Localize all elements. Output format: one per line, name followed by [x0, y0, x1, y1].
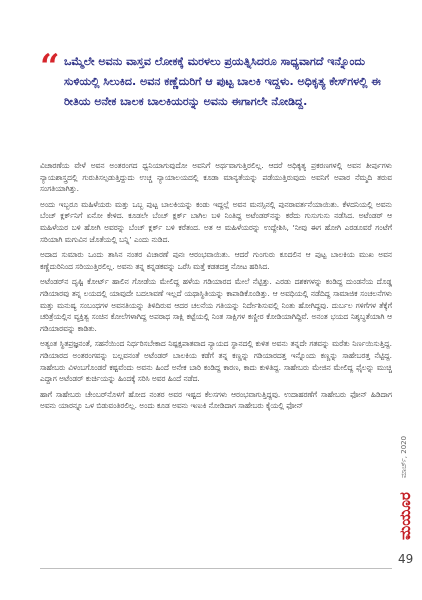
article-body [40, 160, 392, 416]
body-paragraph: ವಿಚಾರಣೆಯ ವೇಳೆ ಅವನ ಅಂತರಂಗದ ಧ್ವನಿಯಾಗುವುದೋ ಅವನಿಗೆ ಅರ್ಥವಾಗುತ್ತಿರಲಿಲ್ಲ. ಆದರೆ ಅಧಿಕೃತ್ಯ ಪ್ರಕರಣಗಳಲ್ಲಿ ಅವನ ತೀರ್ಪುಗಳು ನ್ಯಾಯಶಾಸ್ತ್ರದಲ್ಲಿ ಗುರುತಿಸಲ್ಪಡುತ್ತಿದ್ದುದು ಉಚ್ಚ ನ್ಯಾಯಾಲಯದಲ್ಲಿ ಕೂಡಾ ಮಾನ್ಯತೆಯನ್ನು ಪಡೆಯುತ್ತಿರುವುದು ಅವನಿಗೆ ಅಪಾರ ನೆಮ್ಮದಿ ತರುವ ಸಂಗತಿಯಾಗಿತ್ತು. [40, 161, 392, 194]
pull-quote-text: ಒಮ್ಮೆಲೇ ಅವನು ವಾಸ್ತವ ಲೋಕಕ್ಕೆ ಮರಳಲು ಪ್ರಯತ್ನಿಸಿದರೂ ಸಾಧ್ಯವಾಗದೆ ಇನ್ನೊಂದು ಸುಳಿಯಲ್ಲಿ ಸಿಲುಕಿದ. ಅವನ ಕಣ್ಣೆದುರಿಗೆ ಆ ಪುಟ್ಟ ಬಾಲಕಿ ಇದ್ದಳು. ಅಧಿಕೃತ್ಯ ಕೇಸ್‌ಗಳಲ್ಲಿ ಈ ರೀತಿಯ ಅನೇಕ ಬಾಲಕ ಬಾಲಕಿಯರನ್ನು ಅವನು ಈಗಾಗಲೇ ನೋಡಿದ್ದ. [64, 55, 381, 108]
body-paragraph: ಹಾಗೆ ಸಾಹೇಬರು ಚೇಂಬರ್‌ನೊಳಗೆ ಹೋದ ನಂತರ ಅವರ ಇಷ್ಟದ ಕೆಲಸಗಳು ಆರಂಭವಾಗುತ್ತಿದ್ದವು. ಉದಾಹರಣೆಗೆ ಸಾಹೇಬರು ಫೋನ್ ಹಿಡಿದಾಗ ಅವನು ಯಾರನ್ನೂ ಒಳ ಬಿಡುವಂತಿರಲಿಲ್ಲ. ಅಂದು ಕೂಡ ಅವನು ಇಣುಕಿ ನೋಡಿದಾಗ ಸಾಹೇಬರು ಕೈಯಲ್ಲಿ ಫೋನ್ [40, 389, 392, 411]
issue-date: ಮಾರ್ಚ್, 2020 [400, 435, 408, 478]
body-paragraph: ಅದಾದ ಸುಮಾರು ಒಂದು ತಾಸಿನ ನಂತರ ವಿಚಾರಣೆ ಪುನಃ ಆರಂಭವಾಯಿತು. ಆದರೆ ಗುಂಗುರು ಕೂದಲಿನ ಆ ಪುಟ್ಟ ಬಾಲಕಿಯ ಮುಖ ಅವನ ಕಣ್ಣೆದುರಿನಿಂದ ಸರಿಯುತ್ತಿರಲಿಲ್ಲ. ಅವನು ತನ್ನ ಕನ್ನಡಕವನ್ನು ಒರೆಸಿ ಮತ್ತೆ ಕಡತದತ್ತ ನೋಟ ಹರಿಸಿದ. [40, 250, 392, 271]
body-paragraph: ಅಟೆಂಡರ್‌ನ ದೃಷ್ಟಿ ಕೋರ್ಟ್ ಹಾಲಿನ ಗೋಡೆಯ ಮೇಲಿದ್ದ ಹಳೆಯ ಗಡಿಯಾರದ ಮೇಲೆ ನೆಟ್ಟಿತ್ತು. ಎರಡು ದಶಕಗಳನ್ನು ಕಂಡಿದ್ದ ದುಂಡನೆಯ ದೊಡ್ಡ ಗಡಿಯಾರವು ತನ್ನ ಲಯದಲ್ಲಿ ಯಾವುದೇ ಬದಲಾವಣೆ ಇಲ್ಲದೆ ಯಥಾಸ್ಥಿತಿಯನ್ನು ಕಾಪಾಡಿಕೊಂಡಿತ್ತು. ಆ ಅವಧಿಯಲ್ಲಿ ನಡೆದಿದ್ದ ಸಾಮಾಜಿಕ ಸಂಚಲನೆಗಳು ಮತ್ತು ಮನುಷ್ಯ ಸಂಬಂಧಗಳ ಅವನತಿಯನ್ನು ತಿಳಿದಿರುವ ಆದರ ಚಲನೆಯ ಗತಿಯನ್ನು ನಿರ್ದೇಶಿಸುವಲ್ಲಿ ನಿಂತು ಹೋಗಿದ್ದವು. ದುರ್ಬಲ ಗಳಿಗೆಗಳ ತೆಕ್ಕೆಗೆ ಚರಿತ್ರೆಯಲ್ಲಿನ ವ್ಯಕ್ತಿತ್ವ ಸಂಚಿನ ಕೋಲೆಗಳಾಗಿದ್ದ ಅಪರಾಧ ಸಾಕ್ಷಿ ಕಟ್ಟೆಯಲ್ಲಿ ನಿಂತ ಸಾಕ್ಷಿಗಳ ಕಣ್ಣೀರ ಕೋಡಿಯಾಗಿದ್ದಿವೆ. ಅನಂತ ಭಯದ ನಿಶ್ಶಬ್ಧತೆಯಾಗಿ ಆ ಗಡಿಯಾರವನ್ನು ಕಾಡಿತು. [40, 277, 392, 333]
page-number: 49 [398, 552, 414, 566]
quote-mark-icon: “ [40, 47, 60, 87]
body-paragraph: ಅತ್ಯಂತ ಸ್ಥಿತಪ್ರಜ್ಞನಂತೆ, ಸಹನೆಯಿಂದ ನಿರ್ಧರಿಸಬೇಕಾದ ನಿಷ್ಪಕ್ಷಪಾತವಾದ ನ್ಯಾಯದ ಸ್ಥಾನದಲ್ಲಿ ಕುಳಿತ ಅವನು ತನ್ನದೇ ಗತವನ್ನು ಮರೆತು ನಿರ್ಣಯಿಸುತ್ತಿದ್ದ. ಗಡಿಯಾರದ ಅಂತರಂಗವನ್ನು ಬಲ್ಲವನಂತೆ ಅಟೆಂಡರ್ ಬಾಲಕಿಯ ಕಡೆಗೆ ತನ್ನ ಕಣ್ಣನ್ನು ಗಡಿಯಾರದತ್ತ ಇನ್ನೊಂದು ಕಣ್ಣನ್ನು ಸಾಹೇಬರತ್ತ ನೆಟ್ಟಿದ್ದ. ಸಾಹೇಬರು ವಿಳಂಬಗೊಂಡರೆ ಕಷ್ಟವೆಂದು ಅವನು ಹಿಂದೆ ಅನೇಕ ಬಾರಿ ಕಂಡಿದ್ದ ಕಾರಣ, ಕಾದು ಕುಳಿತಿದ್ದ. ಸಾಹೇಬರು ಮೇಜಿನ ಮೇಲಿದ್ದ ಫೈಲನ್ನು ಮುಚ್ಚಿ ಎದ್ದಾಗ ಅಟೆಂಡರ್ ಕುರ್ಚಿಯನ್ನು ಹಿಂದಕ್ಕೆ ಸರಿಸಿ ಅವರ ಹಿಂದೆ ನಡೆದ. [40, 339, 392, 384]
footer-divider [40, 568, 392, 569]
body-paragraph: ಅಂದು ಇಬ್ಬರೂ ಮಹಿಳೆಯರು ಮತ್ತು ಒಬ್ಬ ಪುಟ್ಟ ಬಾಲಕಿಯನ್ನು ಕಂಡು ಇದ್ದಲ್ಲೆ ಅವನ ಮನಸ್ಸಿನಲ್ಲಿ ಪುನರಾವರ್ತನೆಯಾಯಿತು. ಕೆಳದನಿಯಲ್ಲಿ ಅವನು ಬೆಂಚ್ ಕ್ಲರ್ಕ್‌ನಿಗೆ ಏನೋ ಕೇಳಿದ. ಕೂಡಲೇ ಬೆಂಚ್ ಕ್ಲರ್ಕ್ ಬಾಗಿಲ ಬಳಿ ನಿಂತಿದ್ದ ಅಟೆಂಡರ್‌ನನ್ನು ಕರೆದು ಗುಸುಗುಸು ನಡೆಸಿದ. ಅಟೆಂಡರ್ ಆ ಮಹಿಳೆಯರ ಬಳಿ ಹೋಗಿ ಅವರನ್ನು ಬೆಂಚ್ ಕ್ಲರ್ಕ್ ಬಳಿ ಕರೆತಂದ. ಅತ ಆ ಮಹಿಳೆಯರನ್ನು ಉದ್ದೇಶಿಸಿ, ‘ನೀವು ಈಗ ಹೋಗಿ ಎರಡೂವರೆ ಗಂಟೆಗೆ ಸರಿಯಾಗಿ ಮಗುವಿನ ಜೊತೆಯಲ್ಲಿ ಬನ್ನಿ’ ಎಂದು ನುಡಿದ. [40, 199, 392, 244]
pull-quote [40, 47, 392, 112]
magazine-logo: ಮಯೂರ [396, 492, 414, 540]
